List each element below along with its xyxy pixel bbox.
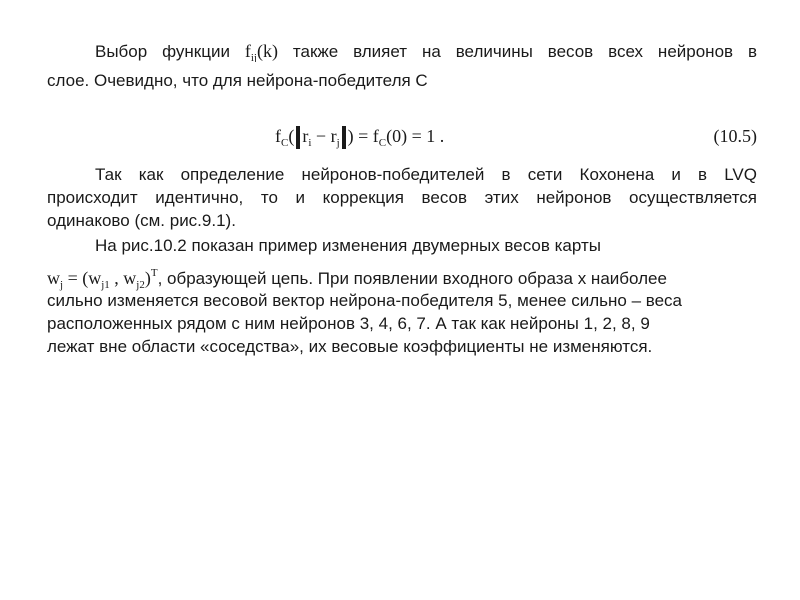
eq-open-paren: ( xyxy=(288,126,295,146)
math-close: ) xyxy=(144,268,151,288)
eq-sub-c: C xyxy=(281,137,289,149)
text: , образующей цепь. При появлении входного образа x наиболее xyxy=(157,269,667,288)
eq-f: f xyxy=(275,126,281,146)
math-w: w xyxy=(47,268,60,288)
text: также влияет на величины весов всех нейронов в xyxy=(292,42,757,61)
paragraph-3-line-4: расположенных рядом с ним нейронов 3, 4, 6, 7. А так как нейроны 1, 2, 8, 9 xyxy=(47,314,650,333)
eq-norm xyxy=(296,126,345,149)
math-symbol: f xyxy=(244,41,251,61)
equation-number: (10.5) xyxy=(713,126,757,146)
math-argument: (k) xyxy=(257,41,278,61)
paragraph-3-line-5: лежат вне области «соседства», их весовые коэффициенты не изменяются. xyxy=(47,337,653,356)
math-sub-j2: j2 xyxy=(136,279,145,291)
paragraph-2-line-3: одинаково (см. рис.9.1). xyxy=(47,211,236,230)
paragraph-1-line-2: слое. Очевидно, что для нейрона-победителя C xyxy=(47,71,428,90)
math-subscript: ij xyxy=(250,52,257,62)
paragraph-3-line-1: На рис.10.2 показан пример изменения двумерных весов карты xyxy=(95,236,601,255)
eq-sub-i: i xyxy=(308,137,312,149)
math-f-ij xyxy=(245,41,278,61)
math-sub-j: j xyxy=(60,279,64,291)
math-comma: , w xyxy=(109,268,137,288)
math-sup-t: T xyxy=(150,267,158,279)
equation-row xyxy=(47,124,757,154)
eq-sub-j: j xyxy=(336,137,340,149)
paragraph-3-line-3: сильно изменяется весовой вектор нейрона-победителя 5, менее сильно – веса xyxy=(47,291,683,310)
text: Выбор функции xyxy=(95,42,230,61)
eq-rhs: (0) = 1 . xyxy=(386,126,445,146)
math-w-j xyxy=(47,267,158,291)
math-sub-j1: j1 xyxy=(101,279,110,291)
paragraph-2-line-1: Так как определение нейронов-победителей в сети Кохонена и в LVQ xyxy=(95,165,757,184)
equation xyxy=(275,126,444,149)
paragraph-2-line-2: происходит идентично, то и коррекция весов этих нейронов осуществляется xyxy=(47,188,757,207)
math-eq: = (w xyxy=(63,268,102,288)
eq-r-i: r xyxy=(302,126,309,146)
eq-sub-c2: C xyxy=(378,137,387,149)
eq-close-equals: ) = f xyxy=(347,126,379,146)
paragraph-1-line-1 xyxy=(47,40,757,62)
eq-minus: − xyxy=(311,126,331,146)
eq-r-j: r xyxy=(330,126,337,146)
